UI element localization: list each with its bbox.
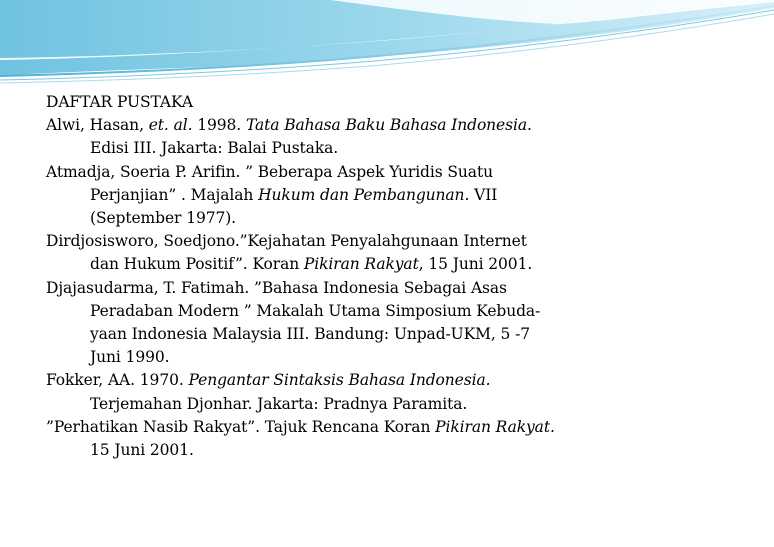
reference-line: Terjemahan Djonhar. Jakarta: Pradnya Paramita.	[90, 394, 468, 413]
reference-list	[46, 114, 746, 462]
italic-title: Pikiran Rakyat.	[435, 417, 555, 436]
header-wave-decoration	[0, 0, 774, 90]
reference-entry	[46, 416, 746, 462]
reference-line: Juni 1990.	[90, 348, 170, 367]
reference-line: Alwi, Hasan, et. al. 1998. Tata Bahasa Baku Bahasa Indonesia.	[46, 116, 532, 135]
reference-line: Peradaban Modern ” Makalah Utama Simposium Kebuda-	[90, 301, 541, 320]
reference-entry	[46, 161, 746, 231]
italic-title: Tata Bahasa Baku Bahasa Indonesia.	[245, 116, 532, 135]
reference-entry	[46, 369, 746, 415]
reference-line: (September 1977).	[90, 209, 237, 228]
page-title: DAFTAR PUSTAKA	[46, 93, 193, 111]
reference-entry	[46, 230, 746, 276]
bibliography	[46, 91, 746, 462]
reference-line: Fokker, AA. 1970. Pengantar Sintaksis Bahasa Indonesia.	[46, 371, 491, 390]
reference-entry	[46, 114, 746, 160]
reference-line: Djajasudarma, T. Fatimah. ”Bahasa Indonesia Sebagai Asas	[46, 278, 507, 297]
italic-title: Pikiran Rakyat	[303, 255, 419, 274]
italic-title: Pengantar Sintaksis Bahasa Indonesia.	[188, 371, 491, 390]
reference-line: Edisi III. Jakarta: Balai Pustaka.	[90, 139, 339, 158]
reference-line: dan Hukum Positif”. Koran Pikiran Rakyat, 15 Juni 2001.	[90, 255, 533, 274]
reference-line: Atmadja, Soeria P. Arifin. ” Beberapa Aspek Yuridis Suatu	[46, 162, 493, 181]
reference-line: Perjanjian” . Majalah Hukum dan Pembangunan. VII	[90, 185, 498, 204]
italic-title: Hukum dan Pembangunan.	[258, 185, 470, 204]
reference-line: ”Perhatikan Nasib Rakyat”. Tajuk Rencana Koran Pikiran Rakyat.	[46, 417, 555, 436]
reference-line: yaan Indonesia Malaysia III. Bandung: Unpad-UKM, 5 -7	[90, 325, 531, 344]
reference-line: 15 Juni 2001.	[90, 441, 194, 460]
reference-line: Dirdjosisworo, Soedjono.”Kejahatan Penyalahgunaan Internet	[46, 232, 527, 251]
italic-title: et. al.	[148, 116, 193, 135]
reference-entry	[46, 277, 746, 370]
